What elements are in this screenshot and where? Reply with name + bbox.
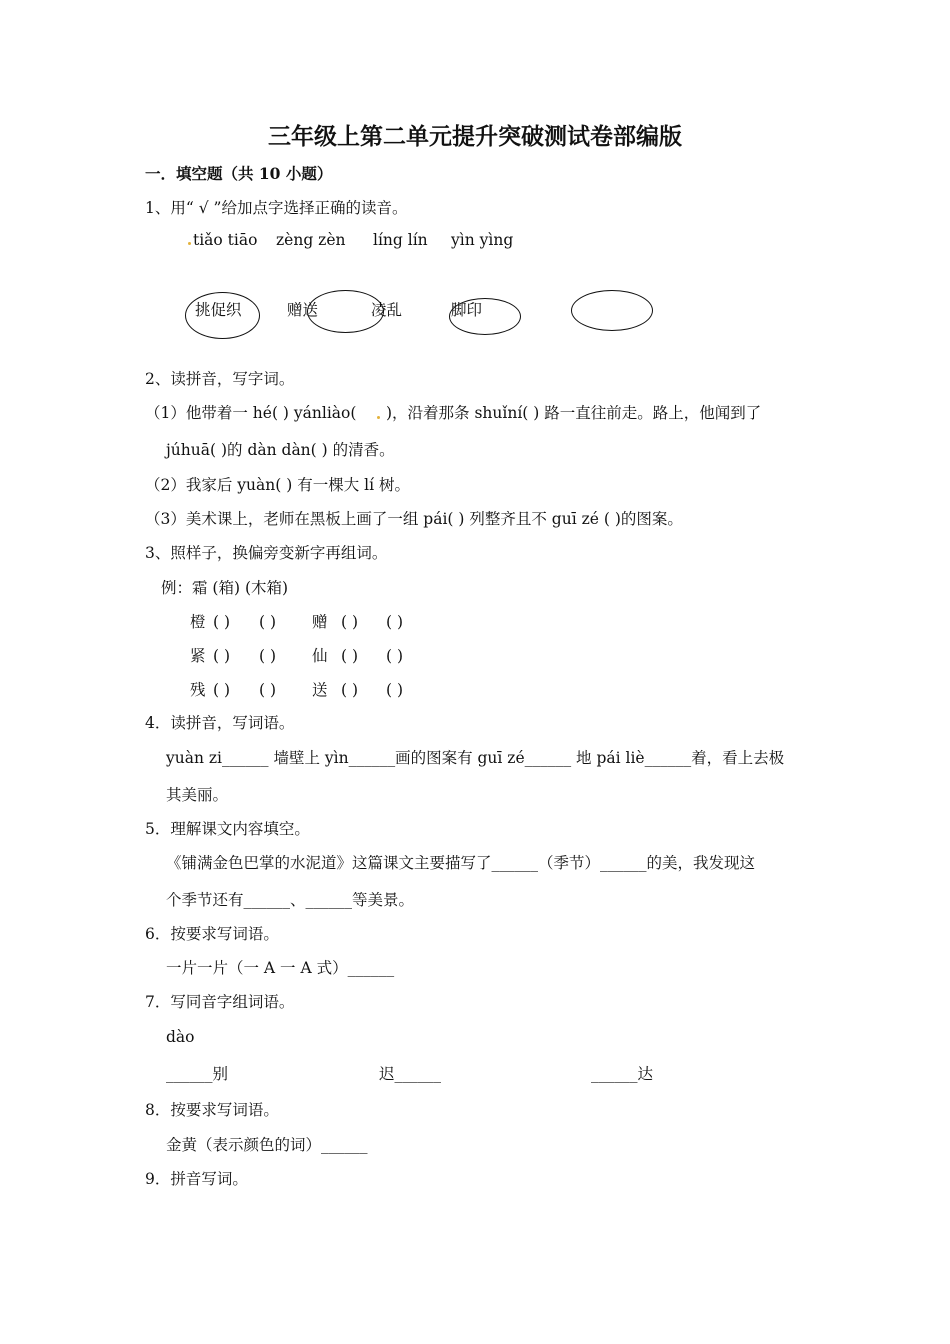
answer-ellipse (449, 298, 521, 335)
q3-blank: ( ) (259, 647, 277, 665)
q3-blank: ( ) (259, 681, 277, 699)
q4-line-1: yuàn zi______ 墙壁上 yìn______画的图案有 guī zé______ 地 pái liè______着，看上去极 (166, 749, 785, 767)
q1-word-1: 挑促织 (195, 301, 242, 319)
q3-blank: ( ) (341, 681, 359, 699)
q1-word-4: 脚印 (451, 301, 483, 319)
answer-ellipse (307, 290, 384, 333)
q4-line-2: 其美丽。 (166, 786, 229, 804)
q1-pinyin-4: yìn yìng (451, 231, 514, 249)
q3-blank: ( ) (213, 647, 231, 665)
q1-word-2: 赠送 (287, 301, 319, 319)
q3-blank: ( ) (386, 681, 404, 699)
q7-item-1: ______别 (166, 1065, 229, 1083)
emphasis-dot (188, 242, 191, 245)
question-5-stem: 5．理解课文内容填空。 (145, 820, 310, 838)
question-3-stem: 3、照样子，换偏旁变新字再组词。 (145, 544, 388, 562)
emphasis-dot (377, 416, 380, 419)
q6-line-1: 一片一片（一 A 一 A 式）______ (166, 959, 395, 977)
q7-pinyin: dào (166, 1028, 195, 1046)
q3-example: 例：霜 (箱) (木箱) (161, 579, 289, 597)
question-1-stem: 1、用“ √ ”给加点字选择正确的读音。 (145, 199, 408, 217)
q3-blank: ( ) (259, 613, 277, 631)
q3-char: 赠 (312, 613, 328, 631)
section-heading: 一．填空题（共 10 小题） (145, 164, 333, 183)
question-4-stem: 4．读拼音，写词语。 (145, 714, 295, 732)
q7-item-2: 迟______ (379, 1065, 442, 1083)
q3-char: 仙 (312, 647, 328, 665)
q2-line-4: （3）美术课上，老师在黑板上画了一组 pái( ) 列整齐且不 guī zé ( )的图案。 (145, 510, 683, 528)
q3-blank: ( ) (341, 647, 359, 665)
q1-pinyin-2: zèng zèn (276, 231, 346, 249)
q3-blank: ( ) (386, 647, 404, 665)
q3-blank: ( ) (386, 613, 404, 631)
q3-char: 送 (312, 681, 328, 699)
q1-word-3: 凌乱 (371, 301, 403, 319)
q2-line-1a: （1）他带着一 hé( ) yánliào( (145, 404, 357, 422)
q3-blank: ( ) (213, 681, 231, 699)
q5-line-1: 《铺满金色巴掌的水泥道》这篇课文主要描写了______（季节）______的美，我发现这 (166, 854, 756, 872)
question-2-stem: 2、读拼音，写字词。 (145, 370, 295, 388)
answer-ellipse (185, 292, 260, 339)
q3-blank: ( ) (341, 613, 359, 631)
q1-pinyin-1: tiǎo tiāo (193, 231, 258, 249)
question-9-stem: 9．拼音写词。 (145, 1170, 248, 1188)
answer-ellipse (571, 290, 653, 331)
question-6-stem: 6．按要求写词语。 (145, 925, 279, 943)
q8-line-1: 金黄（表示颜色的词）______ (166, 1136, 368, 1154)
q7-item-3: ______达 (591, 1065, 654, 1083)
question-7-stem: 7．写同音字组词语。 (145, 993, 295, 1011)
q1-pinyin-3: líng lín (373, 231, 428, 249)
q3-char: 橙 (190, 613, 206, 631)
q5-line-2: 个季节还有______、______等美景。 (166, 891, 415, 909)
q3-blank: ( ) (213, 613, 231, 631)
q3-char: 残 (190, 681, 206, 699)
q2-line-1b: )，沿着那条 shuǐní( ) 路一直往前走。路上，他闻到了 (386, 404, 762, 422)
q2-line-2: júhuā( )的 dàn dàn( ) 的清香。 (166, 441, 395, 459)
q2-line-3: （2）我家后 yuàn( ) 有一棵大 lí 树。 (145, 476, 410, 494)
q3-char: 紧 (190, 647, 206, 665)
question-8-stem: 8．按要求写词语。 (145, 1101, 279, 1119)
page-title: 三年级上第二单元提升突破测试卷部编版 (268, 123, 682, 150)
